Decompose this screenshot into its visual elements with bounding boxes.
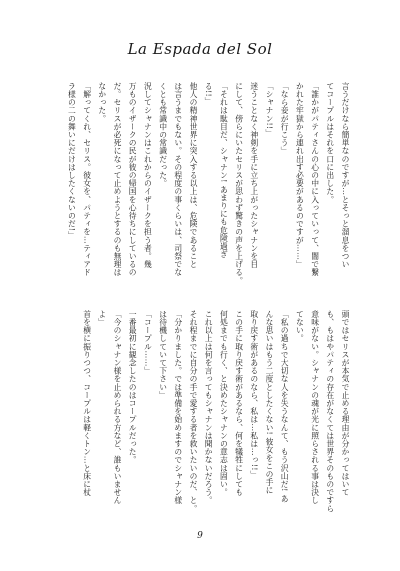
text-column: 「シャナン!!」	[265, 82, 274, 138]
text-column: は待機していて下さい」	[158, 310, 168, 400]
text-column: くとも常識中の常識だった。	[158, 82, 168, 188]
text-column: だ。セリスが必死になって止めようとするのも無理は	[113, 82, 122, 277]
text-column: 「今のシャナン様を止められる方など、誰もいません	[113, 310, 122, 505]
text-column: にして、傍らにいたセリスが思わず驚きの声を上げる。	[234, 82, 244, 285]
text-column: 況してシャナンはこれからのイザークを担う者。幾	[143, 82, 153, 269]
text-column: この手に取り戻す術があるなら、何を犠牲にしても	[234, 310, 244, 497]
text-column: てコープルはそれを口に出した。	[325, 82, 335, 204]
text-column: 万ものイザークの民が彼の帰国を心待ちにしているの	[128, 82, 138, 277]
text-column: なかった。	[97, 82, 107, 123]
text-column: それ程までに自分の手で愛する者を救いたいのだ、と。	[189, 310, 198, 513]
page-number: 9	[197, 531, 203, 541]
text-column: も、もはやパティの存在がなくては世界そのものですら	[325, 310, 335, 513]
text-column: 言うだけなら簡単なのですが…とそっと溜息をつい	[341, 82, 350, 269]
text-column: 首を横に振りつつ、コープルは軽くトン…と床に杖	[82, 310, 92, 497]
text-column: 「それは駄目だ、シャナン! あまりにも危険過ぎ	[219, 82, 229, 259]
text-column: 「解ってくれ、セリス。彼女を、パティを…ティアド	[82, 82, 92, 277]
text-column: 頭ではセリスが本気で止める理由が分かってはいて	[341, 310, 350, 497]
text-column: 「コープル……」	[143, 310, 153, 375]
text-column: 「なら妾が行こう」	[280, 82, 290, 155]
text-column: 取り戻す術があるのなら、私は…私は…っ!!」	[249, 310, 259, 479]
page-title: La Espada del Sol	[127, 40, 273, 58]
text-column: 「誰かがパティさんの心の中に入っていって、闇で繋	[310, 82, 320, 277]
text-column: 意味がない。シャナンの魂が光に照らされる事は決し	[310, 310, 320, 505]
text-column: かれた牢獄から連れ出す必要があるのですが……」	[295, 82, 305, 269]
text-column: 何処までも行く、と決めたシャナンの意志は固い。	[219, 310, 229, 497]
text-column: る!!」	[204, 82, 214, 106]
text-column: 一番最初に観念したのはコープルだった。	[128, 310, 138, 464]
text-column: これ以上は何を言ってもシャナンは聞かないだろう。	[204, 310, 214, 505]
text-column: よ」	[97, 310, 107, 327]
text-column: 「分かりました。では準備を始めますのでシャナン様	[173, 310, 183, 505]
text-column: てない。	[295, 310, 305, 343]
text-column: 他人の精神世界に突入する以上は、危険であること	[189, 82, 198, 269]
text-column: ラ様の二の舞いにだけはしたくないのだ!」	[67, 82, 77, 240]
text-column: 迷うことなく神剣を手に立ち上がったシャナンを目	[249, 82, 259, 269]
text-column: んな思いはもう二度としたくない! 彼女をこの手に	[265, 310, 274, 495]
text-column: は言うまでもない。その程度の事くらいは、司祭でな	[173, 82, 183, 277]
text-column: 「私の過ちで大切な人を失うなんて、もう沢山だ! あ	[280, 310, 290, 503]
